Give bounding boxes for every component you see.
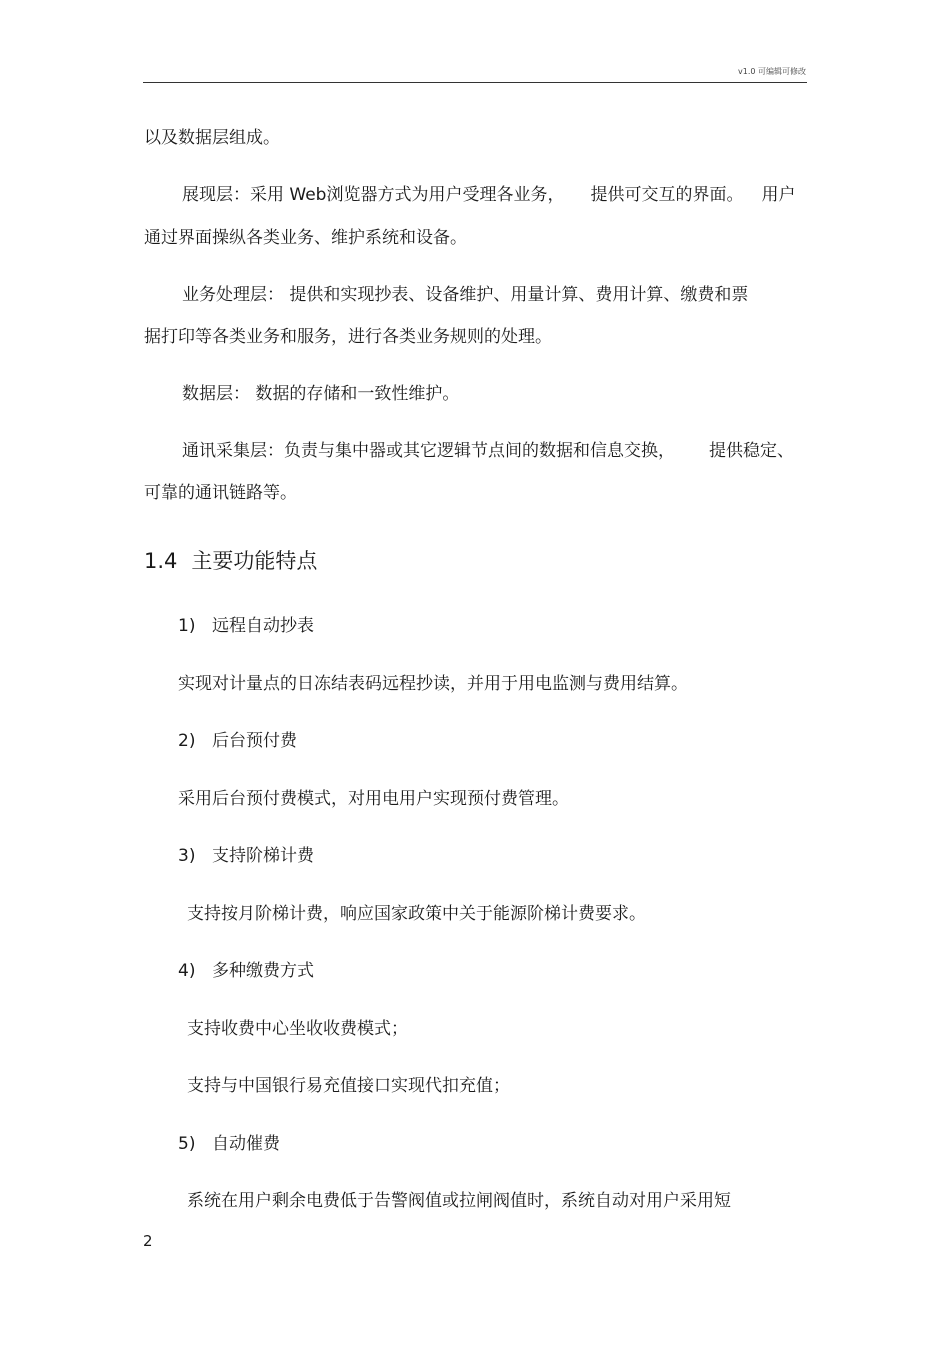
- paragraph-comm-layer-line1: [182, 440, 794, 462]
- section-heading: [144, 548, 317, 574]
- paragraph-comm-layer-line2: 可靠的通讯链路等。: [144, 483, 297, 503]
- paragraph-business-layer-line1: 业务处理层： 提供和实现抄表、设备维护、用量计算、费用计算、缴费和票: [182, 285, 749, 305]
- paragraph-business-layer-line2: 据打印等各类业务和服务，进行各类业务规则的处理。: [144, 327, 552, 347]
- feature-4-title: [178, 960, 314, 982]
- feature-5-desc: 系统在用户剩余电费低于告警阀值或拉闸阀值时，系统自动对用户采用短: [187, 1191, 731, 1211]
- feature-1-number: 1): [178, 616, 196, 636]
- feature-3-label: 支持阶梯计费: [212, 846, 314, 866]
- feature-5-title: [178, 1133, 280, 1155]
- feature-4-label: 多种缴费方式: [212, 961, 314, 981]
- feature-5-number: 5): [178, 1134, 196, 1154]
- feature-2-title: [178, 730, 297, 752]
- feature-1-title: [178, 615, 314, 637]
- comm-layer-text-a: 通讯采集层：负责与集中器或其它逻辑节点间的数据和信息交换，: [182, 441, 675, 461]
- presentation-layer-text-b: 提供可交互的界面。: [590, 185, 744, 205]
- section-title: 主要功能特点: [191, 549, 318, 573]
- feature-3-desc: 支持按月阶梯计费，响应国家政策中关于能源阶梯计费要求。: [187, 904, 646, 924]
- paragraph-presentation-layer-line2: 通过界面操纵各类业务、维护系统和设备。: [144, 228, 467, 248]
- feature-4-desc-1: 支持收费中心坐收收费模式；: [187, 1019, 408, 1039]
- feature-2-number: 2): [178, 731, 196, 751]
- paragraph-intro-end: 以及数据层组成。: [144, 128, 280, 148]
- paragraph-presentation-layer-line1: [182, 184, 795, 206]
- header-version-note: v1.0 可编辑可修改: [738, 67, 806, 76]
- feature-4-number: 4): [178, 961, 196, 981]
- paragraph-data-layer: 数据层： 数据的存储和一致性维护。: [182, 384, 460, 404]
- feature-2-desc: 采用后台预付费模式，对用电用户实现预付费管理。: [178, 789, 569, 809]
- feature-5-label: 自动催费: [212, 1134, 280, 1154]
- feature-3-title: [178, 845, 314, 867]
- feature-2-label: 后台预付费: [212, 731, 297, 751]
- section-number: 1.4: [144, 549, 178, 573]
- presentation-layer-text-c: 用户: [761, 185, 796, 205]
- feature-1-desc: 实现对计量点的日冻结表码远程抄读，并用于用电监测与费用结算。: [178, 674, 688, 694]
- feature-1-label: 远程自动抄表: [212, 616, 314, 636]
- page-number: 2: [143, 1232, 153, 1250]
- feature-3-number: 3): [178, 846, 196, 866]
- comm-layer-text-b: 提供稳定、: [709, 441, 794, 461]
- presentation-layer-text-a: 展现层：采用 Web浏览器方式为用户受理各业务，: [182, 185, 565, 205]
- feature-4-desc-2: 支持与中国银行易充值接口实现代扣充值；: [187, 1076, 510, 1096]
- header-rule: [143, 82, 807, 83]
